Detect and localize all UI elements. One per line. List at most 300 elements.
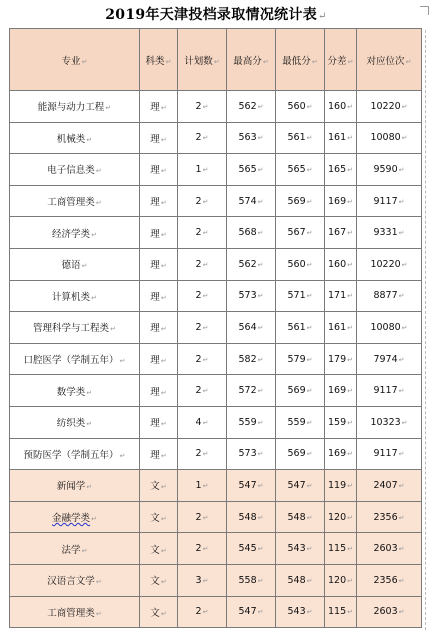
table-cell [325, 438, 357, 470]
paragraph-mark-icon: ↵ [318, 11, 327, 22]
table-cell [10, 343, 140, 375]
cell-text: 文 [150, 513, 160, 525]
table-cell [276, 185, 325, 217]
header-cell: 分差↵ [325, 29, 357, 91]
table-cell [178, 470, 227, 502]
table-row [10, 596, 422, 628]
cell-text: 9331 [373, 227, 398, 239]
table-cell [357, 501, 422, 533]
cell-text: 1 [195, 163, 202, 175]
cell-end-mark-icon: ↵ [306, 418, 313, 427]
cell-end-mark-icon: ↵ [398, 576, 405, 585]
table-cell [178, 217, 227, 249]
table-cell [357, 312, 422, 344]
table-cell [10, 122, 140, 154]
cell-end-mark-icon: ↵ [202, 608, 209, 617]
cell-text: 161 [327, 321, 347, 333]
cell-text: 562 [238, 258, 257, 270]
table-cell [325, 596, 357, 628]
cell-end-mark-icon: ↵ [306, 450, 313, 459]
cell-text: 559 [287, 416, 306, 428]
cell-end-mark-icon: ↵ [347, 134, 353, 143]
cell-end-mark-icon: ↵ [257, 292, 264, 301]
cell-end-mark-icon: ↵ [160, 420, 167, 429]
table-cell [10, 91, 140, 123]
cell-end-mark-icon: ↵ [347, 387, 353, 396]
cell-end-mark-icon: ↵ [257, 576, 264, 585]
cell-end-mark-icon: ↵ [398, 481, 405, 490]
table-cell [227, 406, 276, 438]
table-cell [10, 217, 140, 249]
table-cell [178, 406, 227, 438]
cell-end-mark-icon: ↵ [306, 355, 313, 364]
cell-text: 547 [238, 606, 257, 618]
cell-end-mark-icon: ↵ [398, 355, 405, 364]
cell-end-mark-icon: ↵ [257, 165, 264, 174]
cell-end-mark-icon: ↵ [306, 197, 313, 206]
cell-text: 573 [238, 448, 257, 460]
table-row [10, 280, 422, 312]
table-cell [10, 470, 140, 502]
table-cell [325, 406, 357, 438]
table-cell [276, 501, 325, 533]
cell-end-mark-icon: ↵ [401, 134, 408, 143]
page-margin-guide [425, 30, 426, 630]
table-cell [325, 248, 357, 280]
table-cell [10, 596, 140, 628]
header-cell: 科类↵ [140, 29, 178, 91]
cell-text: 预防医学（学制五年） [23, 449, 119, 461]
cell-end-mark-icon: ↵ [160, 199, 167, 208]
cell-text: 工商管理类 [47, 197, 95, 209]
cell-end-mark-icon: ↵ [202, 387, 209, 396]
table-cell [227, 248, 276, 280]
table-cell [140, 343, 178, 375]
cell-text: 569 [287, 195, 306, 207]
cell-text: 115 [327, 606, 347, 618]
table-cell [10, 501, 140, 533]
cell-end-mark-icon: ↵ [398, 545, 405, 554]
cell-text: 160 [327, 100, 347, 112]
cell-end-mark-icon: ↵ [110, 325, 116, 334]
table-cell [227, 312, 276, 344]
page-corner-marker [420, 6, 429, 15]
cell-text: 理 [150, 228, 160, 240]
cell-end-mark-icon: ↵ [347, 323, 353, 332]
table-row [10, 248, 422, 280]
table-cell [140, 217, 178, 249]
cell-text: 管理科学与工程类 [33, 323, 110, 335]
table-cell [227, 217, 276, 249]
cell-end-mark-icon: ↵ [401, 102, 408, 111]
cell-end-mark-icon: ↵ [257, 513, 264, 522]
cell-text: 理 [150, 418, 160, 430]
cell-end-mark-icon: ↵ [257, 260, 264, 269]
table-cell [357, 564, 422, 596]
cell-text: 161 [327, 132, 347, 144]
cell-text: 561 [287, 132, 306, 144]
cell-end-mark-icon: ↵ [398, 450, 405, 459]
cell-text: 2 [195, 511, 202, 523]
cell-text: 纺织类 [56, 418, 86, 430]
table-cell [325, 343, 357, 375]
cell-text: 2 [195, 132, 202, 144]
cell-text: 理 [150, 102, 160, 114]
table-cell [325, 154, 357, 186]
cell-text: 8877 [373, 290, 398, 302]
cell-text: 机械类 [56, 133, 86, 145]
cell-end-mark-icon: ↵ [202, 576, 209, 585]
cell-text: 2 [195, 195, 202, 207]
cell-end-mark-icon: ↵ [347, 608, 353, 617]
cell-end-mark-icon: ↵ [398, 513, 405, 522]
cell-end-mark-icon: ↵ [306, 134, 313, 143]
table-row [10, 343, 422, 375]
cell-text: 159 [327, 416, 347, 428]
table-cell [276, 343, 325, 375]
table-cell [227, 533, 276, 565]
cell-text: 560 [287, 100, 306, 112]
cell-end-mark-icon: ↵ [347, 197, 353, 206]
cell-text: 579 [287, 353, 306, 365]
cell-text: 2 [195, 353, 202, 365]
cell-text: 德语 [61, 260, 81, 272]
table-cell [357, 343, 422, 375]
table-cell [178, 185, 227, 217]
cell-end-mark-icon: ↵ [91, 515, 97, 524]
cell-text: 547 [287, 479, 306, 491]
table-cell [140, 280, 178, 312]
cell-end-mark-icon: ↵ [160, 104, 167, 113]
table-cell [140, 406, 178, 438]
table-cell [227, 122, 276, 154]
table-cell [276, 438, 325, 470]
cell-end-mark-icon: ↵ [257, 481, 264, 490]
cell-end-mark-icon: ↵ [160, 262, 167, 271]
table-cell [357, 438, 422, 470]
cell-end-mark-icon: ↵ [165, 57, 172, 66]
cell-end-mark-icon: ↵ [213, 57, 220, 66]
cell-text: 167 [327, 227, 347, 239]
cell-text: 572 [238, 385, 257, 397]
cell-text: 119 [327, 479, 347, 491]
cell-end-mark-icon: ↵ [160, 515, 167, 524]
cell-text: 568 [238, 227, 257, 239]
cell-end-mark-icon: ↵ [86, 135, 93, 144]
table-cell [357, 248, 422, 280]
table-cell [140, 438, 178, 470]
cell-end-mark-icon: ↵ [306, 576, 313, 585]
table-cell [357, 375, 422, 407]
table-cell [276, 375, 325, 407]
cell-end-mark-icon: ↵ [160, 483, 167, 492]
cell-end-mark-icon: ↵ [105, 104, 112, 113]
cell-text: 能源与动力工程 [37, 102, 105, 114]
table-row [10, 185, 422, 217]
table-row [10, 312, 422, 344]
cell-end-mark-icon: ↵ [257, 450, 264, 459]
cell-end-mark-icon: ↵ [86, 420, 93, 429]
table-cell [276, 91, 325, 123]
table-cell [10, 312, 140, 344]
cell-end-mark-icon: ↵ [202, 102, 209, 111]
table-cell [140, 122, 178, 154]
table-row [10, 406, 422, 438]
cell-end-mark-icon: ↵ [306, 608, 313, 617]
cell-text: 10323 [370, 416, 401, 428]
cell-text: 543 [287, 543, 306, 555]
table-cell [178, 154, 227, 186]
table-cell [10, 406, 140, 438]
cell-text: 理 [150, 291, 160, 303]
cell-end-mark-icon: ↵ [306, 323, 313, 332]
cell-text: 560 [287, 258, 306, 270]
table-row [10, 217, 422, 249]
table-title [0, 4, 432, 26]
cell-end-mark-icon: ↵ [202, 513, 209, 522]
cell-end-mark-icon: ↵ [119, 357, 126, 366]
cell-text: 559 [238, 416, 257, 428]
cell-text: 565 [287, 163, 306, 175]
table-cell [10, 280, 140, 312]
cell-text: 2356 [373, 511, 398, 523]
table-cell [357, 217, 422, 249]
cell-end-mark-icon: ↵ [202, 323, 209, 332]
cell-text: 563 [238, 132, 257, 144]
cell-text: 171 [327, 290, 347, 302]
cell-end-mark-icon: ↵ [306, 292, 313, 301]
cell-end-mark-icon: ↵ [398, 387, 405, 396]
cell-text: 562 [238, 100, 257, 112]
table-cell [276, 596, 325, 628]
cell-text: 数学类 [56, 386, 86, 398]
cell-end-mark-icon: ↵ [81, 262, 88, 271]
cell-end-mark-icon: ↵ [347, 513, 353, 522]
cell-text: 547 [238, 479, 257, 491]
cell-end-mark-icon: ↵ [257, 229, 264, 238]
header-cell: 最低分↵ [276, 29, 325, 91]
cell-end-mark-icon: ↵ [91, 293, 97, 302]
cell-text: 2 [195, 543, 202, 555]
cell-end-mark-icon: ↵ [306, 102, 313, 111]
table-cell [178, 312, 227, 344]
cell-text: 2 [195, 227, 202, 239]
cell-end-mark-icon: ↵ [202, 134, 209, 143]
cell-end-mark-icon: ↵ [160, 325, 167, 334]
cell-text: 理 [150, 197, 160, 209]
table-title-text: 2019年天津投档录取情况统计表 [105, 7, 318, 23]
cell-end-mark-icon: ↵ [347, 292, 353, 301]
table-cell [140, 91, 178, 123]
cell-text: 汉语言文学 [47, 576, 95, 588]
table-cell [178, 375, 227, 407]
cell-text: 电子信息类 [47, 165, 95, 177]
cell-end-mark-icon: ↵ [86, 388, 93, 397]
cell-end-mark-icon: ↵ [306, 481, 313, 490]
cell-end-mark-icon: ↵ [347, 165, 353, 174]
cell-end-mark-icon: ↵ [306, 229, 313, 238]
cell-end-mark-icon: ↵ [95, 199, 102, 208]
cell-text: 169 [327, 448, 347, 460]
cell-end-mark-icon: ↵ [202, 229, 209, 238]
table-cell [178, 564, 227, 596]
cell-text: 3 [195, 574, 202, 586]
table-cell [10, 438, 140, 470]
cell-text: 理 [150, 449, 160, 461]
cell-end-mark-icon: ↵ [160, 167, 167, 176]
cell-end-mark-icon: ↵ [160, 546, 167, 555]
table-cell [140, 470, 178, 502]
cell-end-mark-icon: ↵ [95, 578, 102, 587]
cell-end-mark-icon: ↵ [160, 230, 167, 239]
cell-text: 2603 [373, 606, 398, 618]
header-cell: 专业↵ [10, 29, 140, 91]
table-cell [140, 248, 178, 280]
header-cell: 对应位次↵ [357, 29, 422, 91]
cell-end-mark-icon: ↵ [311, 57, 318, 66]
table-cell [10, 375, 140, 407]
table-cell [140, 185, 178, 217]
cell-end-mark-icon: ↵ [257, 608, 264, 617]
cell-end-mark-icon: ↵ [257, 323, 264, 332]
cell-text: 理 [150, 323, 160, 335]
table-cell [276, 217, 325, 249]
table-row [10, 154, 422, 186]
cell-text: 548 [287, 574, 306, 586]
table-cell [227, 91, 276, 123]
table-cell [325, 91, 357, 123]
cell-end-mark-icon: ↵ [202, 545, 209, 554]
cell-text: 7974 [373, 353, 398, 365]
table-row [10, 438, 422, 470]
cell-end-mark-icon: ↵ [202, 450, 209, 459]
table-cell [178, 248, 227, 280]
cell-text: 理 [150, 133, 160, 145]
cell-text: 新闻学 [56, 481, 86, 493]
table-cell [276, 470, 325, 502]
cell-text: 2 [195, 258, 202, 270]
table-row [10, 533, 422, 565]
cell-text: 2 [195, 321, 202, 333]
cell-end-mark-icon: ↵ [160, 609, 167, 618]
table-cell [276, 406, 325, 438]
cell-end-mark-icon: ↵ [347, 545, 353, 554]
cell-text: 2407 [373, 479, 398, 491]
cell-text: 565 [238, 163, 257, 175]
cell-end-mark-icon: ↵ [160, 388, 167, 397]
table-cell [10, 185, 140, 217]
cell-text: 法学 [61, 544, 81, 556]
cell-text: 569 [287, 385, 306, 397]
cell-text: 10080 [370, 132, 401, 144]
cell-end-mark-icon: ↵ [86, 483, 93, 492]
cell-end-mark-icon: ↵ [398, 197, 405, 206]
cell-text: 2 [195, 100, 202, 112]
cell-text: 573 [238, 290, 257, 302]
cell-end-mark-icon: ↵ [401, 323, 408, 332]
cell-end-mark-icon: ↵ [398, 165, 405, 174]
cell-end-mark-icon: ↵ [347, 260, 353, 269]
cell-end-mark-icon: ↵ [398, 229, 405, 238]
table-cell [357, 154, 422, 186]
table-cell [178, 122, 227, 154]
table-cell [178, 343, 227, 375]
table-cell [276, 154, 325, 186]
table-cell [178, 280, 227, 312]
cell-text: 567 [287, 227, 306, 239]
table-cell [10, 564, 140, 596]
cell-text: 理 [150, 386, 160, 398]
table-cell [325, 501, 357, 533]
cell-text: 文 [150, 607, 160, 619]
admission-table [9, 28, 422, 628]
cell-end-mark-icon: ↵ [202, 355, 209, 364]
header-row [10, 29, 422, 91]
table-cell [227, 470, 276, 502]
cell-end-mark-icon: ↵ [306, 513, 313, 522]
header-cell: 最高分↵ [227, 29, 276, 91]
cell-end-mark-icon: ↵ [160, 135, 167, 144]
cell-text: 10220 [370, 100, 401, 112]
cell-end-mark-icon: ↵ [347, 450, 353, 459]
cell-text: 金融学类 [52, 513, 91, 525]
table-cell [178, 596, 227, 628]
cell-text: 169 [327, 195, 347, 207]
table-cell [276, 280, 325, 312]
cell-end-mark-icon: ↵ [347, 102, 353, 111]
cell-end-mark-icon: ↵ [347, 481, 353, 490]
cell-end-mark-icon: ↵ [257, 418, 264, 427]
cell-end-mark-icon: ↵ [202, 197, 209, 206]
table-cell [140, 312, 178, 344]
table-cell [357, 406, 422, 438]
cell-end-mark-icon: ↵ [257, 545, 264, 554]
cell-end-mark-icon: ↵ [95, 167, 102, 176]
table-cell [10, 533, 140, 565]
cell-text: 2356 [373, 574, 398, 586]
table-cell [276, 533, 325, 565]
header-cell: 计划数↵ [178, 29, 227, 91]
cell-text: 口腔医学（学制五年） [23, 355, 119, 367]
table-cell [140, 564, 178, 596]
table-cell [178, 438, 227, 470]
table-cell [325, 185, 357, 217]
table-cell [325, 280, 357, 312]
cell-text: 179 [327, 353, 347, 365]
table-row [10, 375, 422, 407]
cell-text: 120 [327, 511, 347, 523]
cell-end-mark-icon: ↵ [202, 481, 209, 490]
cell-end-mark-icon: ↵ [347, 418, 353, 427]
table-row [10, 122, 422, 154]
cell-end-mark-icon: ↵ [347, 229, 353, 238]
table-cell [140, 501, 178, 533]
cell-text: 9117 [373, 385, 398, 397]
cell-text: 169 [327, 385, 347, 397]
table-cell [276, 564, 325, 596]
table-cell [357, 533, 422, 565]
cell-text: 文 [150, 576, 160, 588]
table-cell [140, 533, 178, 565]
cell-end-mark-icon: ↵ [202, 418, 209, 427]
table-row [10, 470, 422, 502]
table-cell [227, 501, 276, 533]
cell-end-mark-icon: ↵ [306, 260, 313, 269]
cell-text: 10080 [370, 321, 401, 333]
cell-end-mark-icon: ↵ [91, 230, 97, 239]
table-cell [276, 122, 325, 154]
cell-text: 2 [195, 385, 202, 397]
